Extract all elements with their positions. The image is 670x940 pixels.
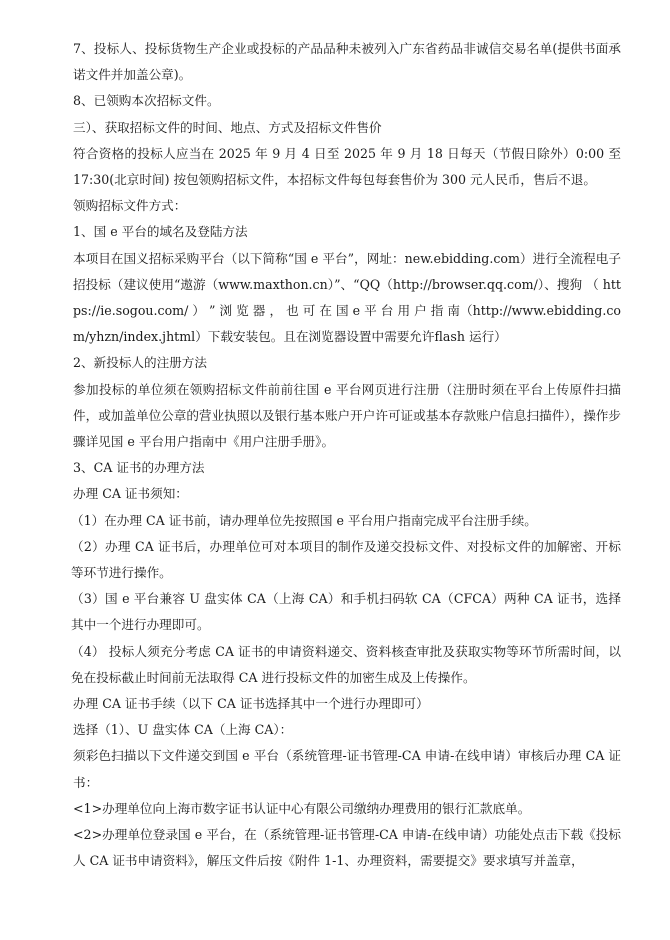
doc-paragraph-download-materials: <2>办理单位登录国 e 平台，在（系统管理-证书管理-CA 申请-在线申请）功能处点击下载《投标人 CA 证书申请资料》，解压文件后按《附件 1-1、办理资料，需要提交》要求填写并盖章， — [73, 827, 621, 869]
subheading-registration: 2、新投标人的注册方法 — [73, 355, 207, 371]
doc-paragraph-ca-item-2: （2）办理 CA 证书后，办理单位可对本项目的制作及递交投标文件、对投标文件的加解密、开标等环节进行操作。 — [71, 538, 621, 581]
doc-paragraph-acquisition-method: 领购招标文件方式： — [73, 198, 187, 214]
doc-paragraph-ca-item-3: （3）国 e 平台兼容 U 盘实体 CA（上海 CA）和手机扫码软 CA（CFCA）两种 CA 证书，选择其中一个进行办理即可。 — [71, 591, 621, 633]
doc-paragraph-ca-option-1: 选择（1）、U 盘实体 CA（上海 CA）： — [73, 722, 293, 738]
doc-paragraph-ca-item-4: （4） 投标人须充分考虑 CA 证书的申请资料递交、资料核查审批及获取实物等环节所需时间，以免在投标截止时间前无法取得 CA 进行投标文件的加密生成及上传操作。 — [71, 643, 621, 685]
doc-paragraph-ca-item-1: （1）在办理 CA 证书前，请办理单位先按照国 e 平台用户指南完成平台注册手续。 — [71, 512, 537, 528]
subheading-platform-domain: 1、国 e 平台的域名及登陆方法 — [73, 224, 248, 240]
doc-paragraph-ca-notice: 办理 CA 证书须知： — [73, 486, 188, 502]
doc-paragraph-bank-receipt: <1>办理单位向上海市数字证书认证中心有限公司缴纳办理费用的银行汇款底单。 — [73, 800, 531, 816]
subheading-ca-certificate: 3、CA 证书的办理方法 — [73, 460, 205, 476]
doc-paragraph-scan-submit: 须彩色扫描以下文件递交到国 e 平台（系统管理-证书管理-CA 申请-在线申请）审核后办理 CA 证书： — [73, 748, 621, 790]
document-body — [73, 36, 621, 875]
doc-paragraph-platform-intro: 本项目在国义招标采购平台（以下简称“国 e 平台”，网址：new.ebidding.com）进行全流程电子招投标（建议使用“遨游（www.maxthon.cn）”、“QQ（http://browser.qq.com/）、搜狗 （ https://ie.sogou.com/ ） ” 浏 览 器 ， 也 可 在 国 e 平 台 用 户 指 南（http://www.ebidding.com/yhzn/index.jhtml）下载安装包。且在浏览器设置中需要允许flash 运行） — [73, 250, 621, 345]
doc-paragraph-acquisition-time: 符合资格的投标人应当在 2025 年 9 月 4 日至 2025 年 9 月 18 日每天（节假日除外）0:00 至 17:30(北京时间) 按包领购招标文件，本招标文件每包每套售价为 300 元人民币，售后不退。 — [73, 145, 621, 188]
section-heading-tender-acquisition: 三）、获取招标文件的时间、地点、方式及招标文件售价 — [73, 119, 382, 135]
doc-paragraph-qualification-7: 7、投标人、投标货物生产企业或投标的产品品种未被列入广东省药品非诚信交易名单(提供书面承诺文件并加盖公章)。 — [73, 41, 621, 83]
doc-paragraph-registration: 参加投标的单位须在领购招标文件前前往国 e 平台网页进行注册（注册时须在平台上传原件扫描件，或加盖单位公章的营业执照以及银行基本账户开户许可证或基本存款账户信息扫描件），操作步骤详见国 e 平台用户指南中《用户注册手册》。 — [73, 381, 621, 450]
doc-paragraph-ca-procedure: 办理 CA 证书手续（以下 CA 证书选择其中一个进行办理即可） — [73, 696, 429, 712]
doc-paragraph-qualification-8: 8、已领购本次招标文件。 — [73, 93, 220, 109]
